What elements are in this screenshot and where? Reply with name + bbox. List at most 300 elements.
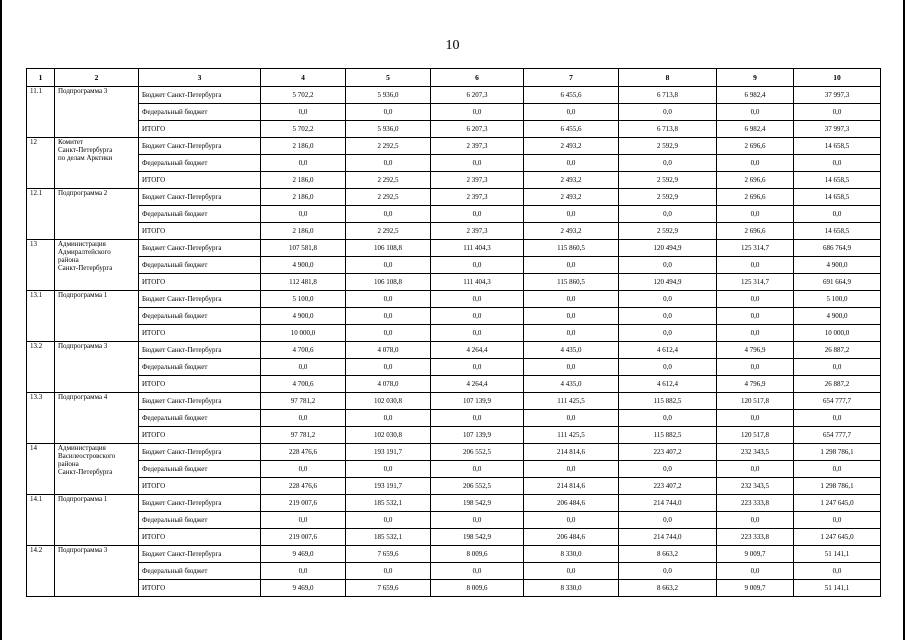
amount-cell: 102 030,8 <box>346 427 431 444</box>
table-row <box>27 495 881 512</box>
table-row <box>27 529 881 546</box>
amount-cell: 2 292,5 <box>346 138 431 155</box>
amount-cell: 4 264,4 <box>431 342 524 359</box>
column-header: 8 <box>619 69 717 87</box>
amount-cell: 2 696,6 <box>717 172 794 189</box>
amount-cell: 4 264,4 <box>431 376 524 393</box>
amount-cell: 4 900,0 <box>794 257 881 274</box>
amount-cell: 8 663,2 <box>619 546 717 563</box>
amount-cell: 6 455,6 <box>524 87 619 104</box>
amount-cell: 0,0 <box>794 410 881 427</box>
amount-cell: 5 100,0 <box>261 291 346 308</box>
amount-cell: 9 009,7 <box>717 546 794 563</box>
amount-cell: 4 612,4 <box>619 342 717 359</box>
amount-cell: 206 484,6 <box>524 529 619 546</box>
column-header: 1 <box>27 69 55 87</box>
amount-cell: 0,0 <box>431 563 524 580</box>
funding-source: Бюджет Санкт-Петербурга <box>139 87 261 104</box>
amount-cell: 14 658,5 <box>794 138 881 155</box>
amount-cell: 193 191,7 <box>346 444 431 461</box>
amount-cell: 0,0 <box>346 104 431 121</box>
amount-cell: 6 207,3 <box>431 87 524 104</box>
amount-cell: 0,0 <box>431 155 524 172</box>
amount-cell: 6 713,8 <box>619 87 717 104</box>
row-name-line: Подпрограмма 1 <box>58 291 108 299</box>
amount-cell: 223 407,2 <box>619 444 717 461</box>
amount-cell: 37 997,3 <box>794 87 881 104</box>
amount-cell: 2 493,2 <box>524 189 619 206</box>
amount-cell: 0,0 <box>717 359 794 376</box>
row-name-line: Санкт-Петербурга <box>58 146 113 154</box>
column-header: 9 <box>717 69 794 87</box>
amount-cell: 6 455,6 <box>524 121 619 138</box>
amount-cell: 654 777,7 <box>794 427 881 444</box>
funding-source: Федеральный бюджет <box>139 206 261 223</box>
amount-cell: 0,0 <box>717 563 794 580</box>
column-header: 2 <box>55 69 139 87</box>
amount-cell: 8 009,6 <box>431 580 524 597</box>
funding-source: Федеральный бюджет <box>139 308 261 325</box>
funding-source: ИТОГО <box>139 580 261 597</box>
row-name <box>55 240 139 291</box>
amount-cell: 106 108,8 <box>346 240 431 257</box>
table-row <box>27 206 881 223</box>
table-row <box>27 138 881 155</box>
row-name-line: Подпрограмма 3 <box>58 87 108 95</box>
amount-cell: 8 330,0 <box>524 546 619 563</box>
amount-cell: 2 186,0 <box>261 189 346 206</box>
amount-cell: 0,0 <box>524 410 619 427</box>
amount-cell: 232 343,5 <box>717 478 794 495</box>
amount-cell: 0,0 <box>619 563 717 580</box>
amount-cell: 2 592,9 <box>619 138 717 155</box>
amount-cell: 0,0 <box>794 461 881 478</box>
funding-source: Бюджет Санкт-Петербурга <box>139 291 261 308</box>
amount-cell: 0,0 <box>346 359 431 376</box>
row-code: 14 <box>27 444 55 495</box>
table-row <box>27 359 881 376</box>
funding-source: ИТОГО <box>139 274 261 291</box>
amount-cell: 2 493,2 <box>524 223 619 240</box>
amount-cell: 102 030,8 <box>346 393 431 410</box>
amount-cell: 107 139,9 <box>431 427 524 444</box>
row-name-line: Санкт-Петербурга <box>58 468 113 476</box>
amount-cell: 2 493,2 <box>524 138 619 155</box>
amount-cell: 0,0 <box>794 563 881 580</box>
amount-cell: 232 343,5 <box>717 444 794 461</box>
amount-cell: 0,0 <box>717 104 794 121</box>
amount-cell: 0,0 <box>346 155 431 172</box>
amount-cell: 223 333,8 <box>717 495 794 512</box>
amount-cell: 115 860,5 <box>524 274 619 291</box>
amount-cell: 0,0 <box>431 104 524 121</box>
amount-cell: 0,0 <box>717 512 794 529</box>
funding-source: Федеральный бюджет <box>139 563 261 580</box>
amount-cell: 14 658,5 <box>794 189 881 206</box>
amount-cell: 219 007,6 <box>261 529 346 546</box>
page-left-border <box>0 0 2 640</box>
amount-cell: 2 592,9 <box>619 172 717 189</box>
amount-cell: 2 186,0 <box>261 172 346 189</box>
amount-cell: 0,0 <box>346 257 431 274</box>
amount-cell: 0,0 <box>346 512 431 529</box>
amount-cell: 219 007,6 <box>261 495 346 512</box>
amount-cell: 2 696,6 <box>717 138 794 155</box>
row-name-line: Подпрограмма 3 <box>58 342 108 350</box>
amount-cell: 0,0 <box>346 325 431 342</box>
column-header: 4 <box>261 69 346 87</box>
table-row <box>27 291 881 308</box>
amount-cell: 106 108,8 <box>346 274 431 291</box>
amount-cell: 120 494,9 <box>619 274 717 291</box>
amount-cell: 26 887,2 <box>794 376 881 393</box>
row-name-line: Администрация <box>58 240 106 248</box>
row-name-line: Василеостровского <box>58 452 116 460</box>
amount-cell: 0,0 <box>619 325 717 342</box>
funding-source: Бюджет Санкт-Петербурга <box>139 189 261 206</box>
row-name <box>55 87 139 138</box>
row-code: 11.1 <box>27 87 55 138</box>
funding-source: Федеральный бюджет <box>139 257 261 274</box>
amount-cell: 1 298 786,1 <box>794 444 881 461</box>
amount-cell: 0,0 <box>431 206 524 223</box>
amount-cell: 0,0 <box>431 325 524 342</box>
funding-source: Федеральный бюджет <box>139 359 261 376</box>
amount-cell: 2 186,0 <box>261 223 346 240</box>
amount-cell: 0,0 <box>431 461 524 478</box>
amount-cell: 2 397,3 <box>431 223 524 240</box>
column-header: 7 <box>524 69 619 87</box>
amount-cell: 4 612,4 <box>619 376 717 393</box>
amount-cell: 0,0 <box>524 257 619 274</box>
funding-source: Бюджет Санкт-Петербурга <box>139 240 261 257</box>
amount-cell: 0,0 <box>261 206 346 223</box>
amount-cell: 0,0 <box>431 512 524 529</box>
row-name-line: Подпрограмма 2 <box>58 189 108 197</box>
table-row <box>27 461 881 478</box>
column-header: 5 <box>346 69 431 87</box>
amount-cell: 0,0 <box>619 308 717 325</box>
amount-cell: 0,0 <box>524 461 619 478</box>
row-name-line: Адмиралтейского <box>58 248 111 256</box>
amount-cell: 115 882,5 <box>619 427 717 444</box>
amount-cell: 26 887,2 <box>794 342 881 359</box>
amount-cell: 0,0 <box>261 410 346 427</box>
amount-cell: 2 397,3 <box>431 138 524 155</box>
row-code: 14.2 <box>27 546 55 597</box>
funding-source: Федеральный бюджет <box>139 512 261 529</box>
amount-cell: 7 659,6 <box>346 580 431 597</box>
funding-source: ИТОГО <box>139 529 261 546</box>
row-name-line: района <box>58 256 79 264</box>
row-name <box>55 291 139 342</box>
amount-cell: 97 781,2 <box>261 393 346 410</box>
amount-cell: 111 404,3 <box>431 240 524 257</box>
amount-cell: 2 696,6 <box>717 189 794 206</box>
amount-cell: 0,0 <box>346 291 431 308</box>
amount-cell: 5 100,0 <box>794 291 881 308</box>
amount-cell: 107 581,8 <box>261 240 346 257</box>
table-row <box>27 172 881 189</box>
amount-cell: 115 860,5 <box>524 240 619 257</box>
row-name-line: по делам Арктики <box>58 154 113 162</box>
table-row <box>27 325 881 342</box>
amount-cell: 0,0 <box>261 563 346 580</box>
amount-cell: 0,0 <box>619 104 717 121</box>
amount-cell: 0,0 <box>346 308 431 325</box>
table-row <box>27 257 881 274</box>
amount-cell: 0,0 <box>346 410 431 427</box>
amount-cell: 120 517,8 <box>717 427 794 444</box>
amount-cell: 185 532,1 <box>346 495 431 512</box>
row-name-line: Администрация <box>58 444 106 452</box>
amount-cell: 125 314,7 <box>717 240 794 257</box>
amount-cell: 0,0 <box>261 155 346 172</box>
funding-source: Бюджет Санкт-Петербурга <box>139 138 261 155</box>
amount-cell: 0,0 <box>524 308 619 325</box>
table-row <box>27 87 881 104</box>
amount-cell: 1 247 645,0 <box>794 495 881 512</box>
amount-cell: 0,0 <box>431 257 524 274</box>
funding-source: Федеральный бюджет <box>139 410 261 427</box>
row-code: 14.1 <box>27 495 55 546</box>
amount-cell: 112 481,8 <box>261 274 346 291</box>
row-name <box>55 546 139 597</box>
row-code: 13 <box>27 240 55 291</box>
amount-cell: 206 552,5 <box>431 444 524 461</box>
column-header: 10 <box>794 69 881 87</box>
amount-cell: 0,0 <box>524 563 619 580</box>
amount-cell: 10 000,0 <box>261 325 346 342</box>
amount-cell: 2 397,3 <box>431 172 524 189</box>
amount-cell: 0,0 <box>794 155 881 172</box>
row-name-line: Подпрограмма 1 <box>58 495 108 503</box>
amount-cell: 8 663,2 <box>619 580 717 597</box>
amount-cell: 4 078,0 <box>346 376 431 393</box>
row-name <box>55 495 139 546</box>
funding-source: ИТОГО <box>139 427 261 444</box>
table-body <box>27 87 881 597</box>
funding-source: ИТОГО <box>139 223 261 240</box>
amount-cell: 8 330,0 <box>524 580 619 597</box>
amount-cell: 9 009,7 <box>717 580 794 597</box>
row-code: 12 <box>27 138 55 189</box>
amount-cell: 0,0 <box>524 104 619 121</box>
amount-cell: 51 141,1 <box>794 580 881 597</box>
amount-cell: 0,0 <box>794 206 881 223</box>
amount-cell: 2 397,3 <box>431 189 524 206</box>
budget-table <box>26 68 881 597</box>
table-row <box>27 121 881 138</box>
amount-cell: 0,0 <box>619 512 717 529</box>
amount-cell: 0,0 <box>524 359 619 376</box>
funding-source: Федеральный бюджет <box>139 104 261 121</box>
table-row <box>27 393 881 410</box>
amount-cell: 0,0 <box>431 308 524 325</box>
amount-cell: 1 247 645,0 <box>794 529 881 546</box>
amount-cell: 5 936,0 <box>346 121 431 138</box>
amount-cell: 0,0 <box>619 155 717 172</box>
funding-source: ИТОГО <box>139 121 261 138</box>
column-number-row <box>27 69 881 87</box>
amount-cell: 0,0 <box>261 461 346 478</box>
row-code: 12.1 <box>27 189 55 240</box>
amount-cell: 2 493,2 <box>524 172 619 189</box>
table-row <box>27 580 881 597</box>
funding-source: Бюджет Санкт-Петербурга <box>139 546 261 563</box>
row-name-line: Подпрограмма 4 <box>58 393 108 401</box>
amount-cell: 0,0 <box>619 257 717 274</box>
row-name-line: Подпрограмма 3 <box>58 546 108 554</box>
row-name-line: района <box>58 460 79 468</box>
amount-cell: 6 713,8 <box>619 121 717 138</box>
amount-cell: 4 435,0 <box>524 342 619 359</box>
amount-cell: 8 009,6 <box>431 546 524 563</box>
amount-cell: 1 298 786,1 <box>794 478 881 495</box>
amount-cell: 4 900,0 <box>261 308 346 325</box>
table-row <box>27 563 881 580</box>
row-code: 13.2 <box>27 342 55 393</box>
table-row <box>27 240 881 257</box>
table-row <box>27 478 881 495</box>
amount-cell: 4 796,9 <box>717 376 794 393</box>
table-row <box>27 104 881 121</box>
amount-cell: 0,0 <box>524 512 619 529</box>
amount-cell: 206 484,6 <box>524 495 619 512</box>
amount-cell: 0,0 <box>346 461 431 478</box>
amount-cell: 9 469,0 <box>261 580 346 597</box>
amount-cell: 0,0 <box>717 291 794 308</box>
table-row <box>27 308 881 325</box>
amount-cell: 0,0 <box>431 359 524 376</box>
amount-cell: 0,0 <box>794 104 881 121</box>
funding-source: Бюджет Санкт-Петербурга <box>139 342 261 359</box>
funding-source: ИТОГО <box>139 325 261 342</box>
amount-cell: 691 664,9 <box>794 274 881 291</box>
funding-source: ИТОГО <box>139 172 261 189</box>
page-number: 10 <box>445 38 460 53</box>
table-row <box>27 155 881 172</box>
amount-cell: 198 542,9 <box>431 529 524 546</box>
amount-cell: 10 000,0 <box>794 325 881 342</box>
amount-cell: 0,0 <box>619 291 717 308</box>
amount-cell: 0,0 <box>261 512 346 529</box>
amount-cell: 185 532,1 <box>346 529 431 546</box>
row-name <box>55 342 139 393</box>
amount-cell: 0,0 <box>619 461 717 478</box>
amount-cell: 107 139,9 <box>431 393 524 410</box>
amount-cell: 6 207,3 <box>431 121 524 138</box>
funding-source: Бюджет Санкт-Петербурга <box>139 393 261 410</box>
amount-cell: 4 700,6 <box>261 342 346 359</box>
amount-cell: 0,0 <box>794 512 881 529</box>
row-name <box>55 189 139 240</box>
amount-cell: 0,0 <box>431 410 524 427</box>
amount-cell: 223 407,2 <box>619 478 717 495</box>
amount-cell: 228 476,6 <box>261 444 346 461</box>
amount-cell: 686 764,9 <box>794 240 881 257</box>
amount-cell: 0,0 <box>619 359 717 376</box>
amount-cell: 2 292,5 <box>346 189 431 206</box>
amount-cell: 654 777,7 <box>794 393 881 410</box>
table-row <box>27 376 881 393</box>
table-row <box>27 410 881 427</box>
amount-cell: 37 997,3 <box>794 121 881 138</box>
amount-cell: 14 658,5 <box>794 172 881 189</box>
amount-cell: 115 882,5 <box>619 393 717 410</box>
funding-source: ИТОГО <box>139 376 261 393</box>
amount-cell: 120 517,8 <box>717 393 794 410</box>
column-header: 3 <box>139 69 261 87</box>
table-row <box>27 427 881 444</box>
amount-cell: 198 542,9 <box>431 495 524 512</box>
funding-source: Бюджет Санкт-Петербурга <box>139 495 261 512</box>
table-row <box>27 342 881 359</box>
table-row <box>27 546 881 563</box>
amount-cell: 5 936,0 <box>346 87 431 104</box>
amount-cell: 14 658,5 <box>794 223 881 240</box>
amount-cell: 2 592,9 <box>619 223 717 240</box>
amount-cell: 0,0 <box>717 155 794 172</box>
amount-cell: 2 292,5 <box>346 223 431 240</box>
row-name <box>55 138 139 189</box>
amount-cell: 214 744,0 <box>619 529 717 546</box>
table-row <box>27 189 881 206</box>
funding-source: ИТОГО <box>139 478 261 495</box>
amount-cell: 111 425,5 <box>524 427 619 444</box>
amount-cell: 214 814,6 <box>524 478 619 495</box>
amount-cell: 7 659,6 <box>346 546 431 563</box>
amount-cell: 4 900,0 <box>794 308 881 325</box>
amount-cell: 0,0 <box>346 563 431 580</box>
funding-source: Федеральный бюджет <box>139 461 261 478</box>
amount-cell: 0,0 <box>261 104 346 121</box>
amount-cell: 111 404,3 <box>431 274 524 291</box>
amount-cell: 223 333,8 <box>717 529 794 546</box>
amount-cell: 5 702,2 <box>261 87 346 104</box>
amount-cell: 0,0 <box>524 291 619 308</box>
amount-cell: 0,0 <box>524 206 619 223</box>
funding-source: Федеральный бюджет <box>139 155 261 172</box>
amount-cell: 0,0 <box>619 206 717 223</box>
table-row <box>27 223 881 240</box>
row-name-line: Санкт-Петербурга <box>58 264 113 272</box>
amount-cell: 0,0 <box>717 410 794 427</box>
amount-cell: 214 814,6 <box>524 444 619 461</box>
amount-cell: 97 781,2 <box>261 427 346 444</box>
amount-cell: 4 078,0 <box>346 342 431 359</box>
table-row <box>27 274 881 291</box>
amount-cell: 214 744,0 <box>619 495 717 512</box>
row-name-line: Комитет <box>58 138 84 146</box>
amount-cell: 4 900,0 <box>261 257 346 274</box>
amount-cell: 0,0 <box>431 291 524 308</box>
row-name <box>55 393 139 444</box>
amount-cell: 0,0 <box>524 325 619 342</box>
amount-cell: 4 435,0 <box>524 376 619 393</box>
amount-cell: 193 191,7 <box>346 478 431 495</box>
amount-cell: 0,0 <box>794 359 881 376</box>
amount-cell: 120 494,9 <box>619 240 717 257</box>
row-name <box>55 444 139 495</box>
amount-cell: 206 552,5 <box>431 478 524 495</box>
table-row <box>27 444 881 461</box>
column-header: 6 <box>431 69 524 87</box>
amount-cell: 0,0 <box>261 359 346 376</box>
funding-source: Бюджет Санкт-Петербурга <box>139 444 261 461</box>
amount-cell: 125 314,7 <box>717 274 794 291</box>
amount-cell: 0,0 <box>619 410 717 427</box>
